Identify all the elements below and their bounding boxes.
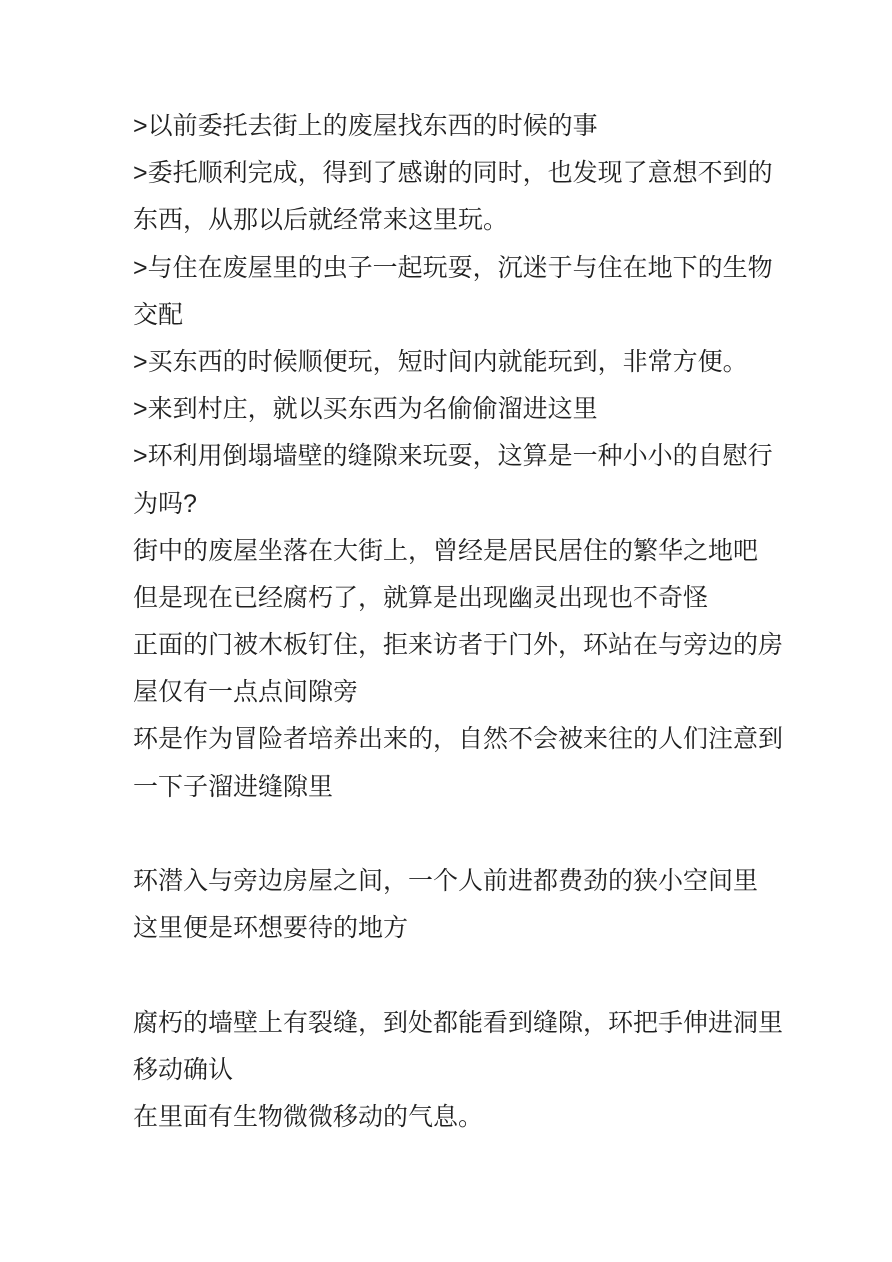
- text-line: 在里面有生物微微移动的气息。: [133, 1102, 484, 1131]
- story-text-block: [133, 103, 793, 1141]
- text-line: 腐朽的墙壁上有裂缝，到处都能看到缝隙，环把手伸进洞里: [133, 1008, 784, 1037]
- text-line: [133, 952, 793, 999]
- text-line: [133, 811, 793, 858]
- text-line: 正面的门被木板钉住，拒来访者于门外，环站在与旁边的房: [133, 631, 784, 660]
- text-line: 屋仅有一点点间隙旁: [133, 678, 359, 707]
- text-line: 一下子溜进缝隙里: [133, 772, 334, 801]
- text-line: 环是作为冒险者培养出来的，自然不会被来往的人们注意到: [133, 725, 784, 754]
- text-line: 但是现在已经腐朽了，就算是出现幽灵出现也不奇怪: [133, 583, 709, 612]
- text-line: >环利用倒塌墙壁的缝隙来玩耍，这算是一种小小的自慰行: [133, 442, 773, 471]
- text-line: >与住在废屋里的虫子一起玩耍，沉迷于与住在地下的生物: [133, 253, 773, 282]
- text-line: 为吗?: [133, 489, 197, 518]
- text-line: 环潜入与旁边房屋之间，一个人前进都费劲的狭小空间里: [133, 867, 759, 895]
- text-line: >买东西的时候顺便玩，短时间内就能玩到，非常方便。: [133, 347, 748, 376]
- text-line: >委托顺利完成，得到了感谢的同时，也发现了意想不到的: [133, 159, 773, 188]
- text-line: 交配: [133, 300, 184, 329]
- text-line: >以前委托去街上的废屋找东西的时候的事: [133, 112, 598, 140]
- text-line: 这里便是环想要待的地方: [133, 914, 409, 943]
- text-line: >来到村庄，就以买东西为名偷偷溜进这里: [133, 395, 598, 424]
- text-line: 街中的废屋坐落在大街上，曾经是居民居住的繁华之地吧: [133, 536, 759, 565]
- text-line: 东西，从那以后就经常来这里玩。: [133, 206, 509, 235]
- text-line: 移动确认: [133, 1055, 234, 1084]
